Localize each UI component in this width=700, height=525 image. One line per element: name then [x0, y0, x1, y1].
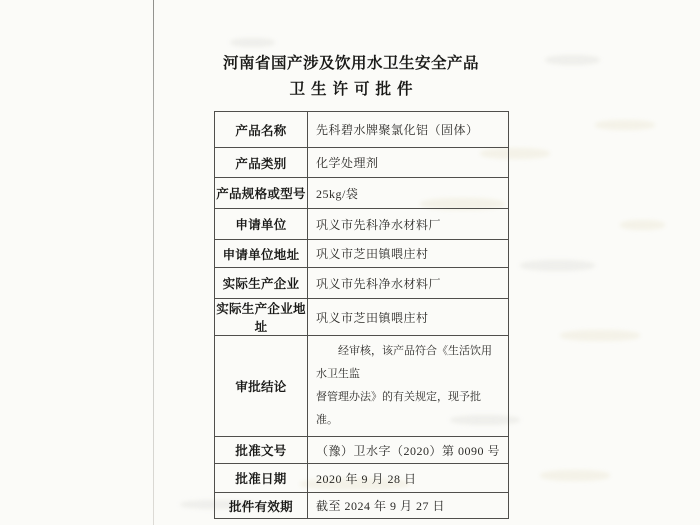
- scan-artifact: [540, 470, 610, 481]
- scan-artifact: [520, 260, 595, 271]
- row-value: （豫）卫水字（2020）第 0090 号: [308, 437, 509, 464]
- table-row-product-category: [215, 148, 509, 178]
- license-table: [214, 111, 509, 519]
- table-row-validity-period: [215, 493, 509, 519]
- row-value: [308, 336, 509, 437]
- table-row-approval-date: [215, 464, 509, 493]
- table-row-approval-conclusion: [215, 336, 509, 437]
- row-value: 巩义市先科净水材料厂: [308, 268, 509, 299]
- table-row-applicant-address: [215, 240, 509, 268]
- row-value: 25kg/袋: [308, 178, 509, 209]
- row-label: 实际生产企业地址: [215, 299, 308, 336]
- row-label: 审批结论: [215, 336, 308, 437]
- row-value: 截至 2024 年 9 月 27 日: [308, 493, 509, 519]
- row-label: 实际生产企业: [215, 268, 308, 299]
- table-row-product-name: [215, 112, 509, 148]
- approval-conclusion-line-1: 经审核，该产品符合《生活饮用水卫生监: [316, 345, 492, 380]
- row-value: 2020 年 9 月 28 日: [308, 464, 509, 493]
- document-title: [155, 53, 547, 101]
- table-row-manufacturer-address: [215, 299, 509, 336]
- title-line-2: 卫生许可批件: [289, 81, 419, 98]
- row-label: 批件有效期: [215, 493, 308, 519]
- row-label: 批准文号: [215, 437, 308, 464]
- row-label: 批准日期: [215, 464, 308, 493]
- row-value: 先科碧水牌聚氯化铝（固体）: [308, 112, 509, 148]
- title-line-1: 河南省国产涉及饮用水卫生安全产品: [222, 55, 479, 72]
- row-label: 产品规格或型号: [215, 178, 308, 209]
- scan-artifact: [595, 120, 655, 130]
- scan-artifact: [545, 55, 600, 65]
- row-value: 巩义市先科净水材料厂: [308, 209, 509, 240]
- approval-conclusion-line-2: 督管理办法》的有关规定，现予批准。: [316, 391, 481, 426]
- scan-artifact: [560, 330, 640, 341]
- row-value: 巩义市芝田镇喂庄村: [308, 299, 509, 336]
- row-label: 产品名称: [215, 112, 308, 148]
- row-label: 申请单位地址: [215, 240, 308, 268]
- row-value: 巩义市芝田镇喂庄村: [308, 240, 509, 268]
- table-row-applicant: [215, 209, 509, 240]
- row-label: 申请单位: [215, 209, 308, 240]
- table-row-manufacturer: [215, 268, 509, 299]
- table-row-approval-number: [215, 437, 509, 464]
- page-edge-line: [153, 0, 154, 525]
- row-value: 化学处理剂: [308, 148, 509, 178]
- table-row-spec-model: [215, 178, 509, 209]
- scan-artifact: [620, 220, 665, 230]
- scan-artifact: [230, 38, 275, 47]
- row-label: 产品类别: [215, 148, 308, 178]
